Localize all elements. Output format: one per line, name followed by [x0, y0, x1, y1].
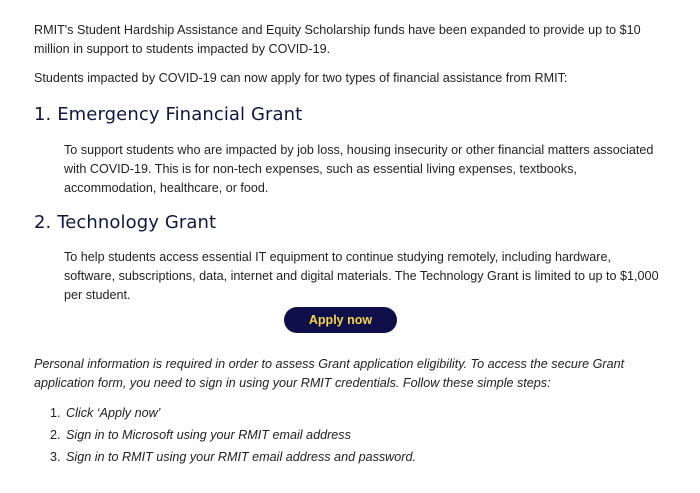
steps-list: [34, 402, 664, 468]
step-item: 2. Sign in to Microsoft using your RMIT email address: [64, 424, 664, 446]
step-item: 1. Click ‘Apply now’: [64, 402, 664, 424]
step-item: 3. Sign in to RMIT using your RMIT email address and password.: [64, 446, 664, 468]
technology-grant-heading: 2. Technology Grant: [34, 212, 217, 233]
emergency-grant-description: To support students who are impacted by job loss, housing insecurity or other financial matters associated with COVID-19. This is for non-tech expenses, such as essential living expenses, textbooks, accommodation, healthcare, or food.: [64, 143, 654, 195]
privacy-note: Personal information is required in order to assess Grant application eligibility. To access the secure Grant application form, you need to sign in using your RMIT credentials. Follow these simple steps:: [34, 357, 625, 390]
technology-grant-description: To help students access essential IT equipment to continue studying remotely, including hardware, software, subscriptions, data, internet and digital materials. The Technology Grant is limited to up to $1,000 per student.: [64, 250, 659, 302]
intro-paragraph: RMIT's Student Hardship Assistance and Equity Scholarship funds have been expanded to provide up to $10 million in support to students impacted by COVID-19.: [34, 23, 641, 56]
apply-now-button[interactable]: Apply now: [284, 307, 397, 333]
emergency-grant-heading: 1. Emergency Financial Grant: [34, 104, 303, 125]
intro-subparagraph: Students impacted by COVID-19 can now apply for two types of financial assistance from RMIT:: [34, 71, 568, 85]
